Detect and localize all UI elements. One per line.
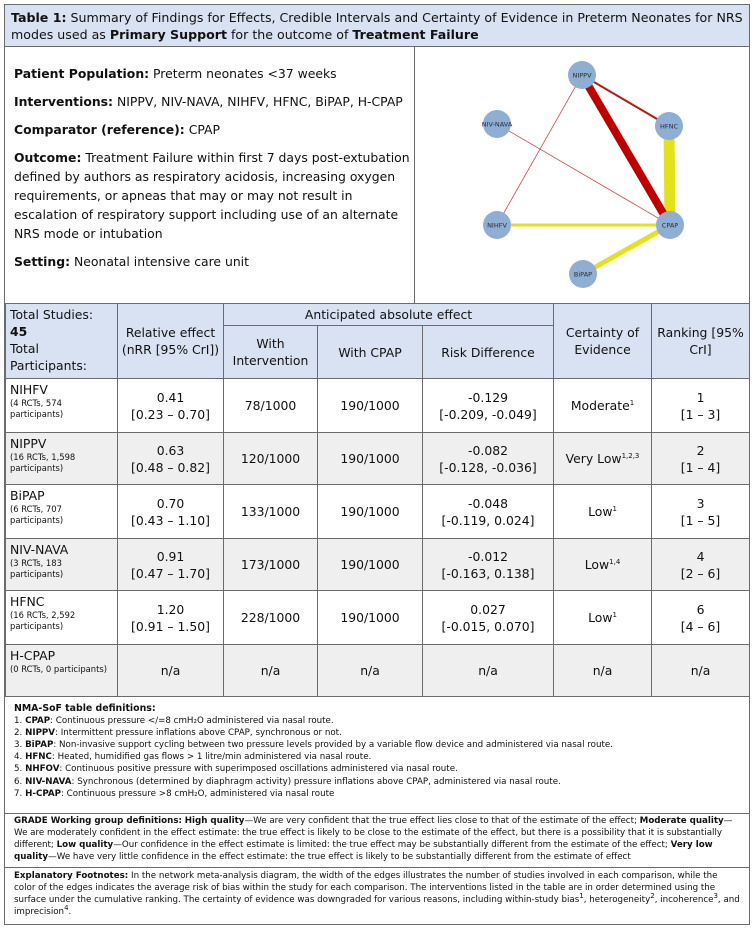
with-cpap-cell: 190/1000 xyxy=(318,485,423,539)
definition-term: BiPAP xyxy=(25,740,54,751)
risk-difference-cell xyxy=(423,485,554,539)
relative-effect-ci: [0.47 – 1.70] xyxy=(131,565,210,581)
table-row xyxy=(6,539,750,591)
relative-effect: 0.41 xyxy=(156,389,185,405)
divider xyxy=(414,47,415,303)
grade-high-text: —We are very confident that the true effect lies close to that of the estimate of the effect; xyxy=(244,816,637,826)
definition-term: NHFOV xyxy=(25,764,60,775)
with-intervention-cell: 173/1000 xyxy=(224,539,318,591)
population xyxy=(14,64,410,83)
relative-effect: n/a xyxy=(160,663,181,678)
with-cpap-cell: 190/1000 xyxy=(318,539,423,591)
ranking: n/a xyxy=(690,663,711,678)
footnote-sup: 1 xyxy=(579,892,584,901)
footnotes-text: In the network meta-analysis diagram, the width of the edges illustrates the number of studies involved in each comparison, while the color of the edges indicates the average risk of bias within the study for each comparison. The interventions listed in the table are in order determined using the surface under the cumulative ranking. The certainty of evidence was downgraded for various reasons, including within-study bias xyxy=(14,871,718,906)
grade-label: GRADE Working group definitions: xyxy=(14,816,182,826)
interventions-value: NIPPV, NIV-NAVA, NIHFV, HFNC, BiPAP, H-CPAP xyxy=(113,94,403,109)
definition-number: 6. xyxy=(14,776,26,787)
row-intervention xyxy=(6,645,118,697)
certainty-footnote: 1,4 xyxy=(609,557,621,566)
risk-difference-ci: [-0.128, -0.036] xyxy=(439,459,537,475)
title-prefix: Table 1: xyxy=(11,10,67,25)
header-certainty: Certainty of Evidence xyxy=(554,304,652,379)
definition-item xyxy=(14,739,740,751)
ranking-cell xyxy=(652,591,750,645)
relative-effect-cell xyxy=(118,645,224,697)
definition-number: 5. xyxy=(14,764,26,775)
risk-difference-ci: [-0.209, -0.049] xyxy=(439,406,537,422)
definition-number: 3. xyxy=(14,740,26,751)
risk-difference-cell xyxy=(423,645,554,697)
definition-text: : Intermittent pressure inflations above CPAP, synchronous or not. xyxy=(55,728,342,739)
intervention-name: BiPAP xyxy=(10,488,45,503)
certainty-footnote: 1 xyxy=(612,610,617,619)
row-intervention xyxy=(6,433,118,485)
footnotes-text: , and imprecision xyxy=(14,895,740,918)
footnotes-text: . xyxy=(68,907,72,918)
with-intervention-cell: 78/1000 xyxy=(224,379,318,433)
header-ranking: Ranking [95% CrI] xyxy=(652,304,750,379)
total-participants-label: Total Participants: xyxy=(10,341,87,373)
table-row xyxy=(6,591,750,645)
definition-term: CPAP xyxy=(25,716,51,727)
comparator-label: Comparator (reference): xyxy=(14,122,185,137)
outcome-value: Treatment Failure within first 7 days post-extubation defined by authors as respiratory acidosis, increasing oxygen requirements, or apneas that may or may not result in escalation of respiratory support including use of an alternate NRS mode or intubation xyxy=(14,150,410,241)
intervention-name: HFNC xyxy=(10,594,45,609)
certainty: Low xyxy=(584,557,610,572)
certainty-footnote: 1 xyxy=(629,398,635,407)
grade-very-low-text: —We have very little confidence in the effect estimate: the true effect is likely to be substantially different from the estimate of effect xyxy=(48,852,631,863)
relative-effect-cell xyxy=(118,485,224,539)
intervention-name: NIPPV xyxy=(10,436,47,451)
ranking-ci: [2 – 6] xyxy=(680,565,721,581)
intervention-name: NIV-NAVA xyxy=(10,542,69,557)
ranking-ci: [4 – 6] xyxy=(680,618,721,634)
grade-section xyxy=(5,814,749,868)
ranking-cell xyxy=(652,539,750,591)
intervention-studies: (16 RCTs, 2,592 participants) xyxy=(10,610,76,631)
network-node-label: NIHFV xyxy=(487,221,507,230)
relative-effect-ci: [0.91 – 1.50] xyxy=(131,618,210,634)
risk-difference-ci: [-0.163, 0.138] xyxy=(441,565,535,581)
row-intervention xyxy=(6,379,118,433)
intervention-studies: (4 RCTs, 574 participants) xyxy=(10,398,64,419)
ranking: 1 xyxy=(696,389,705,405)
with-intervention-cell: 120/1000 xyxy=(224,433,318,485)
comparator-value: CPAP xyxy=(184,122,220,137)
definition-text: : Heated, humidified gas flows > 1 litre/min administered via nasal route. xyxy=(51,752,372,763)
certainty-footnote: 1 xyxy=(612,504,617,513)
interventions xyxy=(14,92,410,111)
relative-effect-ci: [0.43 – 1.10] xyxy=(131,512,210,528)
definition-term: NIV-NAVA xyxy=(25,776,72,787)
table-row xyxy=(6,379,750,433)
ranking-cell xyxy=(652,433,750,485)
risk-difference-cell xyxy=(423,379,554,433)
certainty-footnote: 1,2,3 xyxy=(621,451,640,460)
footnotes-section xyxy=(5,868,749,920)
intervention-studies: (6 RCTs, 707 participants) xyxy=(10,504,64,525)
ranking-ci: [1 – 3] xyxy=(680,406,721,422)
risk-difference: 0.027 xyxy=(470,601,506,617)
intervention-studies: (3 RCTs, 183 participants) xyxy=(10,558,64,579)
certainty-cell xyxy=(554,433,652,485)
table-row xyxy=(6,645,750,697)
table-row xyxy=(6,433,750,485)
with-cpap-cell: 190/1000 xyxy=(318,591,423,645)
grade-moderate-text: — We are moderately confident in the effect estimate: the true effect is likely to be close to the estimate of the effect, but there is a possibility that it is substantially different; xyxy=(14,816,733,851)
definition-text: : Synchronous (determined by diaphragm activity) pressure inflations above CPAP, administered via nasal route. xyxy=(71,776,561,787)
intervention-studies: (16 RCTs, 1,598 participants) xyxy=(10,452,76,473)
certainty-cell xyxy=(554,539,652,591)
outcome-label: Outcome: xyxy=(14,150,82,165)
definition-item xyxy=(14,751,740,763)
relative-effect-cell xyxy=(118,379,224,433)
risk-difference-cell xyxy=(423,433,554,485)
grade-low-text: —Our confidence in the effect estimate is limited: the true effect may be substantially different from the estimate of the effect; xyxy=(113,840,668,851)
ranking: 3 xyxy=(696,495,705,511)
ranking: 4 xyxy=(696,548,705,564)
outcome xyxy=(14,148,410,243)
risk-difference: n/a xyxy=(478,663,498,678)
relative-effect-ci: [0.48 – 0.82] xyxy=(131,459,210,475)
network-node-label: NIPPV xyxy=(572,71,592,80)
footnotes-label: Explanatory Footnotes: xyxy=(14,871,129,881)
with-intervention-cell: 228/1000 xyxy=(224,591,318,645)
relative-effect: 0.63 xyxy=(156,442,185,458)
definition-number: 4. xyxy=(14,752,26,763)
ranking: 6 xyxy=(696,601,705,617)
grade-high-label: High quality xyxy=(184,816,245,826)
edge-hfnc-cpap xyxy=(669,126,670,225)
total-studies-value: 45 xyxy=(10,324,28,339)
population-value: Preterm neonates <37 weeks xyxy=(149,66,337,81)
grade-low-label: Low quality xyxy=(56,840,114,851)
header-risk-difference: Risk Difference xyxy=(423,326,554,379)
risk-difference-ci: [-0.015, 0.070] xyxy=(441,618,535,634)
edge-nippv-cpap xyxy=(582,75,670,225)
certainty: Low xyxy=(588,504,613,519)
table-row xyxy=(6,485,750,539)
with-intervention-cell: n/a xyxy=(224,645,318,697)
definition-item xyxy=(14,776,740,788)
row-intervention xyxy=(6,539,118,591)
ranking-cell xyxy=(652,485,750,539)
intervention-name: NIHFV xyxy=(10,382,48,397)
relative-effect-cell xyxy=(118,539,224,591)
row-intervention xyxy=(6,591,118,645)
definitions-section xyxy=(5,702,749,814)
definition-term: H-CPAP xyxy=(25,788,61,799)
network-diagram xyxy=(416,48,748,302)
with-cpap-cell: n/a xyxy=(318,645,423,697)
relative-effect-ci: [0.23 – 0.70] xyxy=(131,406,210,422)
setting-value: Neonatal intensive care unit xyxy=(70,254,249,269)
definition-term: NIPPV xyxy=(25,728,56,739)
definition-number: 2. xyxy=(14,728,26,739)
risk-difference: -0.048 xyxy=(468,495,508,511)
comparator xyxy=(14,120,410,139)
relative-effect-cell xyxy=(118,433,224,485)
pico-panel xyxy=(14,64,410,280)
ranking-cell xyxy=(652,645,750,697)
definition-text: : Continuous pressure </=8 cmH₂O administered via nasal route. xyxy=(50,716,334,727)
setting-label: Setting: xyxy=(14,254,71,269)
definition-text: : Continuous positive pressure with superimposed oscillations administered via nasal route. xyxy=(59,764,458,775)
total-studies-label: Total Studies: xyxy=(10,307,94,322)
certainty: Very Low xyxy=(565,451,622,466)
relative-effect: 1.20 xyxy=(156,601,185,617)
definition-number: 1. xyxy=(14,716,26,727)
setting xyxy=(14,252,410,271)
definitions-heading: NMA-SoF table definitions: xyxy=(14,703,156,714)
table-title xyxy=(5,5,749,47)
definition-term: HFNC xyxy=(25,752,52,763)
with-cpap-cell: 190/1000 xyxy=(318,379,423,433)
grade-very-low-label: Very low quality xyxy=(14,840,713,863)
edge-bipap-cpap xyxy=(583,225,670,274)
definition-text: : Non-invasive support cycling between two pressure levels provided by a variable flow device and administered via nasal route. xyxy=(53,740,614,751)
intervention-name: H-CPAP xyxy=(10,648,56,663)
ranking-ci: [1 – 4] xyxy=(680,459,721,475)
definition-text: : Continuous pressure >8 cmH₂O, administered via nasal route xyxy=(60,788,335,799)
definition-item xyxy=(14,763,740,775)
certainty: n/a xyxy=(592,663,613,678)
ranking: 2 xyxy=(696,442,705,458)
footnote-sup: 4 xyxy=(64,904,69,913)
risk-difference-cell xyxy=(423,591,554,645)
definition-item xyxy=(14,788,740,800)
footnote-sup: 2 xyxy=(650,892,655,901)
certainty-cell xyxy=(554,379,652,433)
relative-effect: 0.91 xyxy=(156,548,185,564)
header-relative-effect: Relative effect (nRR [95% CrI]) xyxy=(118,304,224,379)
footnotes-text: , incoherence xyxy=(654,895,714,906)
network-node-label: BiPAP xyxy=(573,270,593,279)
interventions-label: Interventions: xyxy=(14,94,114,109)
summary-table xyxy=(5,303,750,697)
certainty: Moderate xyxy=(570,398,630,413)
certainty-cell xyxy=(554,591,652,645)
ranking-ci: [1 – 5] xyxy=(680,512,721,528)
population-label: Patient Population: xyxy=(14,66,150,81)
relative-effect-cell xyxy=(118,591,224,645)
title-text-1: Summary of Findings for Effects, Credible Intervals and Certainty of Evidence in Preterm Neonates for NRS modes used as xyxy=(11,10,743,42)
network-node-label: HFNC xyxy=(659,122,679,131)
certainty: Low xyxy=(588,610,613,625)
title-text-2: for the outcome of xyxy=(227,27,353,42)
header-with-cpap: With CPAP xyxy=(318,326,423,379)
with-intervention-cell: 133/1000 xyxy=(224,485,318,539)
definition-number: 7. xyxy=(14,788,26,799)
header-with-intervention: With Intervention xyxy=(224,326,318,379)
risk-difference-cell xyxy=(423,539,554,591)
edge-nippv-nihfv xyxy=(497,75,582,225)
ranking-cell xyxy=(652,379,750,433)
header-absolute-effect: Anticipated absolute effect xyxy=(224,304,554,326)
with-cpap-cell: 190/1000 xyxy=(318,433,423,485)
header-totals xyxy=(6,304,118,379)
relative-effect: 0.70 xyxy=(156,495,185,511)
definition-item xyxy=(14,727,740,739)
intervention-studies: (0 RCTs, 0 participants) xyxy=(10,664,108,674)
risk-difference: -0.012 xyxy=(468,548,508,564)
footnote-sup: 3 xyxy=(713,892,718,901)
risk-difference-ci: [-0.119, 0.024] xyxy=(441,512,535,528)
definition-item xyxy=(14,715,740,727)
footnotes-text: , heterogeneity xyxy=(583,895,651,906)
risk-difference: -0.129 xyxy=(468,389,508,405)
title-bold-2: Treatment Failure xyxy=(352,27,479,42)
grade-moderate-label: Moderate quality xyxy=(639,816,724,826)
certainty-cell xyxy=(554,485,652,539)
network-node-label: NIV-NAVA xyxy=(481,120,513,129)
row-intervention xyxy=(6,485,118,539)
certainty-cell xyxy=(554,645,652,697)
network-node-label: CPAP xyxy=(661,221,679,230)
risk-difference: -0.082 xyxy=(468,442,508,458)
title-bold-1: Primary Support xyxy=(109,27,227,42)
